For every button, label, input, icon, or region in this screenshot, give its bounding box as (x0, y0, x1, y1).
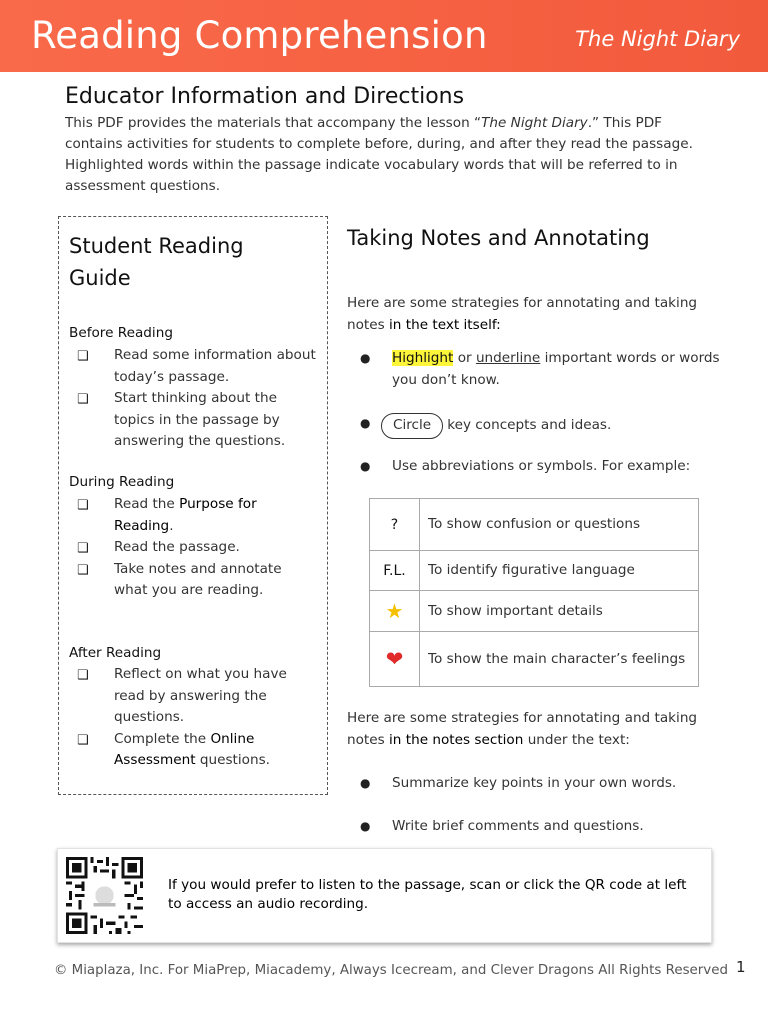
header-banner (0, 0, 768, 72)
checkbox-icon: ❑ (77, 349, 89, 364)
list-item: ❑ Read some information about today’s passage. (77, 347, 316, 385)
bullet-icon: ● (360, 819, 371, 833)
before-reading-list (69, 345, 319, 453)
audio-qr-panel (57, 848, 712, 943)
guide-title: Student Reading Guide (69, 234, 244, 290)
qr-instructions: If you would prefer to listen to the passage, scan or click the QR code at left to access an audio recording. (168, 877, 687, 912)
before-reading-heading: Before Reading (69, 325, 173, 341)
during-reading-list (69, 494, 319, 602)
book-title: The Night Diary (575, 27, 740, 51)
table-row: F.L. To identify figurative language (370, 551, 699, 591)
circle-example: Circle (381, 413, 443, 439)
notes-heading: Taking Notes and Annotating (347, 226, 650, 250)
list-item: ❑ Reflect on what you have read by answering the questions. (77, 666, 287, 725)
table-row: ★ To show important details (370, 591, 699, 632)
bullet-icon: ● (360, 416, 371, 430)
checkbox-icon: ❑ (77, 392, 89, 407)
list-item: ❑ Complete the Online Assessment questions. (77, 730, 271, 768)
list-item: ❑ Read the passage. (69, 537, 319, 559)
bullet-icon: ● (360, 776, 371, 790)
copyright-footer: © Miaplaza, Inc. For MiaPrep, Miacademy, Always Icecream, and Clever Dragons All Rights Reserved (54, 963, 728, 978)
checkbox-icon: ❑ (77, 732, 89, 748)
educator-body: This PDF provides the materials that accompany the lesson “The Night Diary.” This PDF contains activities for students to complete before, during, and after they read the passage. Highlighted words within the passage indicate vocabulary words that will be referred to in assessment questions. (65, 115, 693, 194)
educator-heading: Educator Information and Directions (65, 84, 465, 109)
checkbox-icon: ❑ (77, 668, 89, 683)
page-number: 1 (736, 958, 746, 976)
checkbox-icon: ❑ (77, 498, 89, 513)
heart-icon: ❤ (385, 647, 404, 671)
student-reading-guide (58, 216, 328, 795)
bullet-icon: ● (360, 351, 371, 365)
list-item: ❑ Start thinking about the topics in the passage by answering the questions. (77, 390, 286, 449)
star-icon: ★ (385, 599, 404, 623)
list-item: ❑ Read the Purpose for Reading. (77, 496, 257, 534)
table-row: ❤ To show the main character’s feelings (370, 632, 699, 687)
figurative-language-symbol: F.L. (370, 551, 420, 591)
checkbox-icon: ❑ (77, 562, 89, 578)
symbols-table (369, 498, 699, 687)
bullet-icon: ● (360, 459, 371, 473)
page-title: Reading Comprehension (31, 14, 488, 57)
notes-intro-text: Here are some strategies for annotating and taking notes in the text itself: (347, 295, 698, 333)
after-reading-heading: After Reading (69, 645, 162, 661)
notes-section-intro: Here are some strategies for annotating and taking notes in the notes section under the text: (347, 710, 698, 748)
question-symbol: ? (370, 499, 420, 551)
list-item: ❑ Take notes and annotate what you are reading. (77, 560, 282, 598)
checkbox-icon: ❑ (77, 541, 89, 556)
during-reading-heading: During Reading (69, 474, 175, 490)
qr-code-icon[interactable] (66, 857, 143, 934)
table-row: ? To show confusion or questions (370, 499, 699, 551)
after-reading-list (69, 664, 319, 772)
